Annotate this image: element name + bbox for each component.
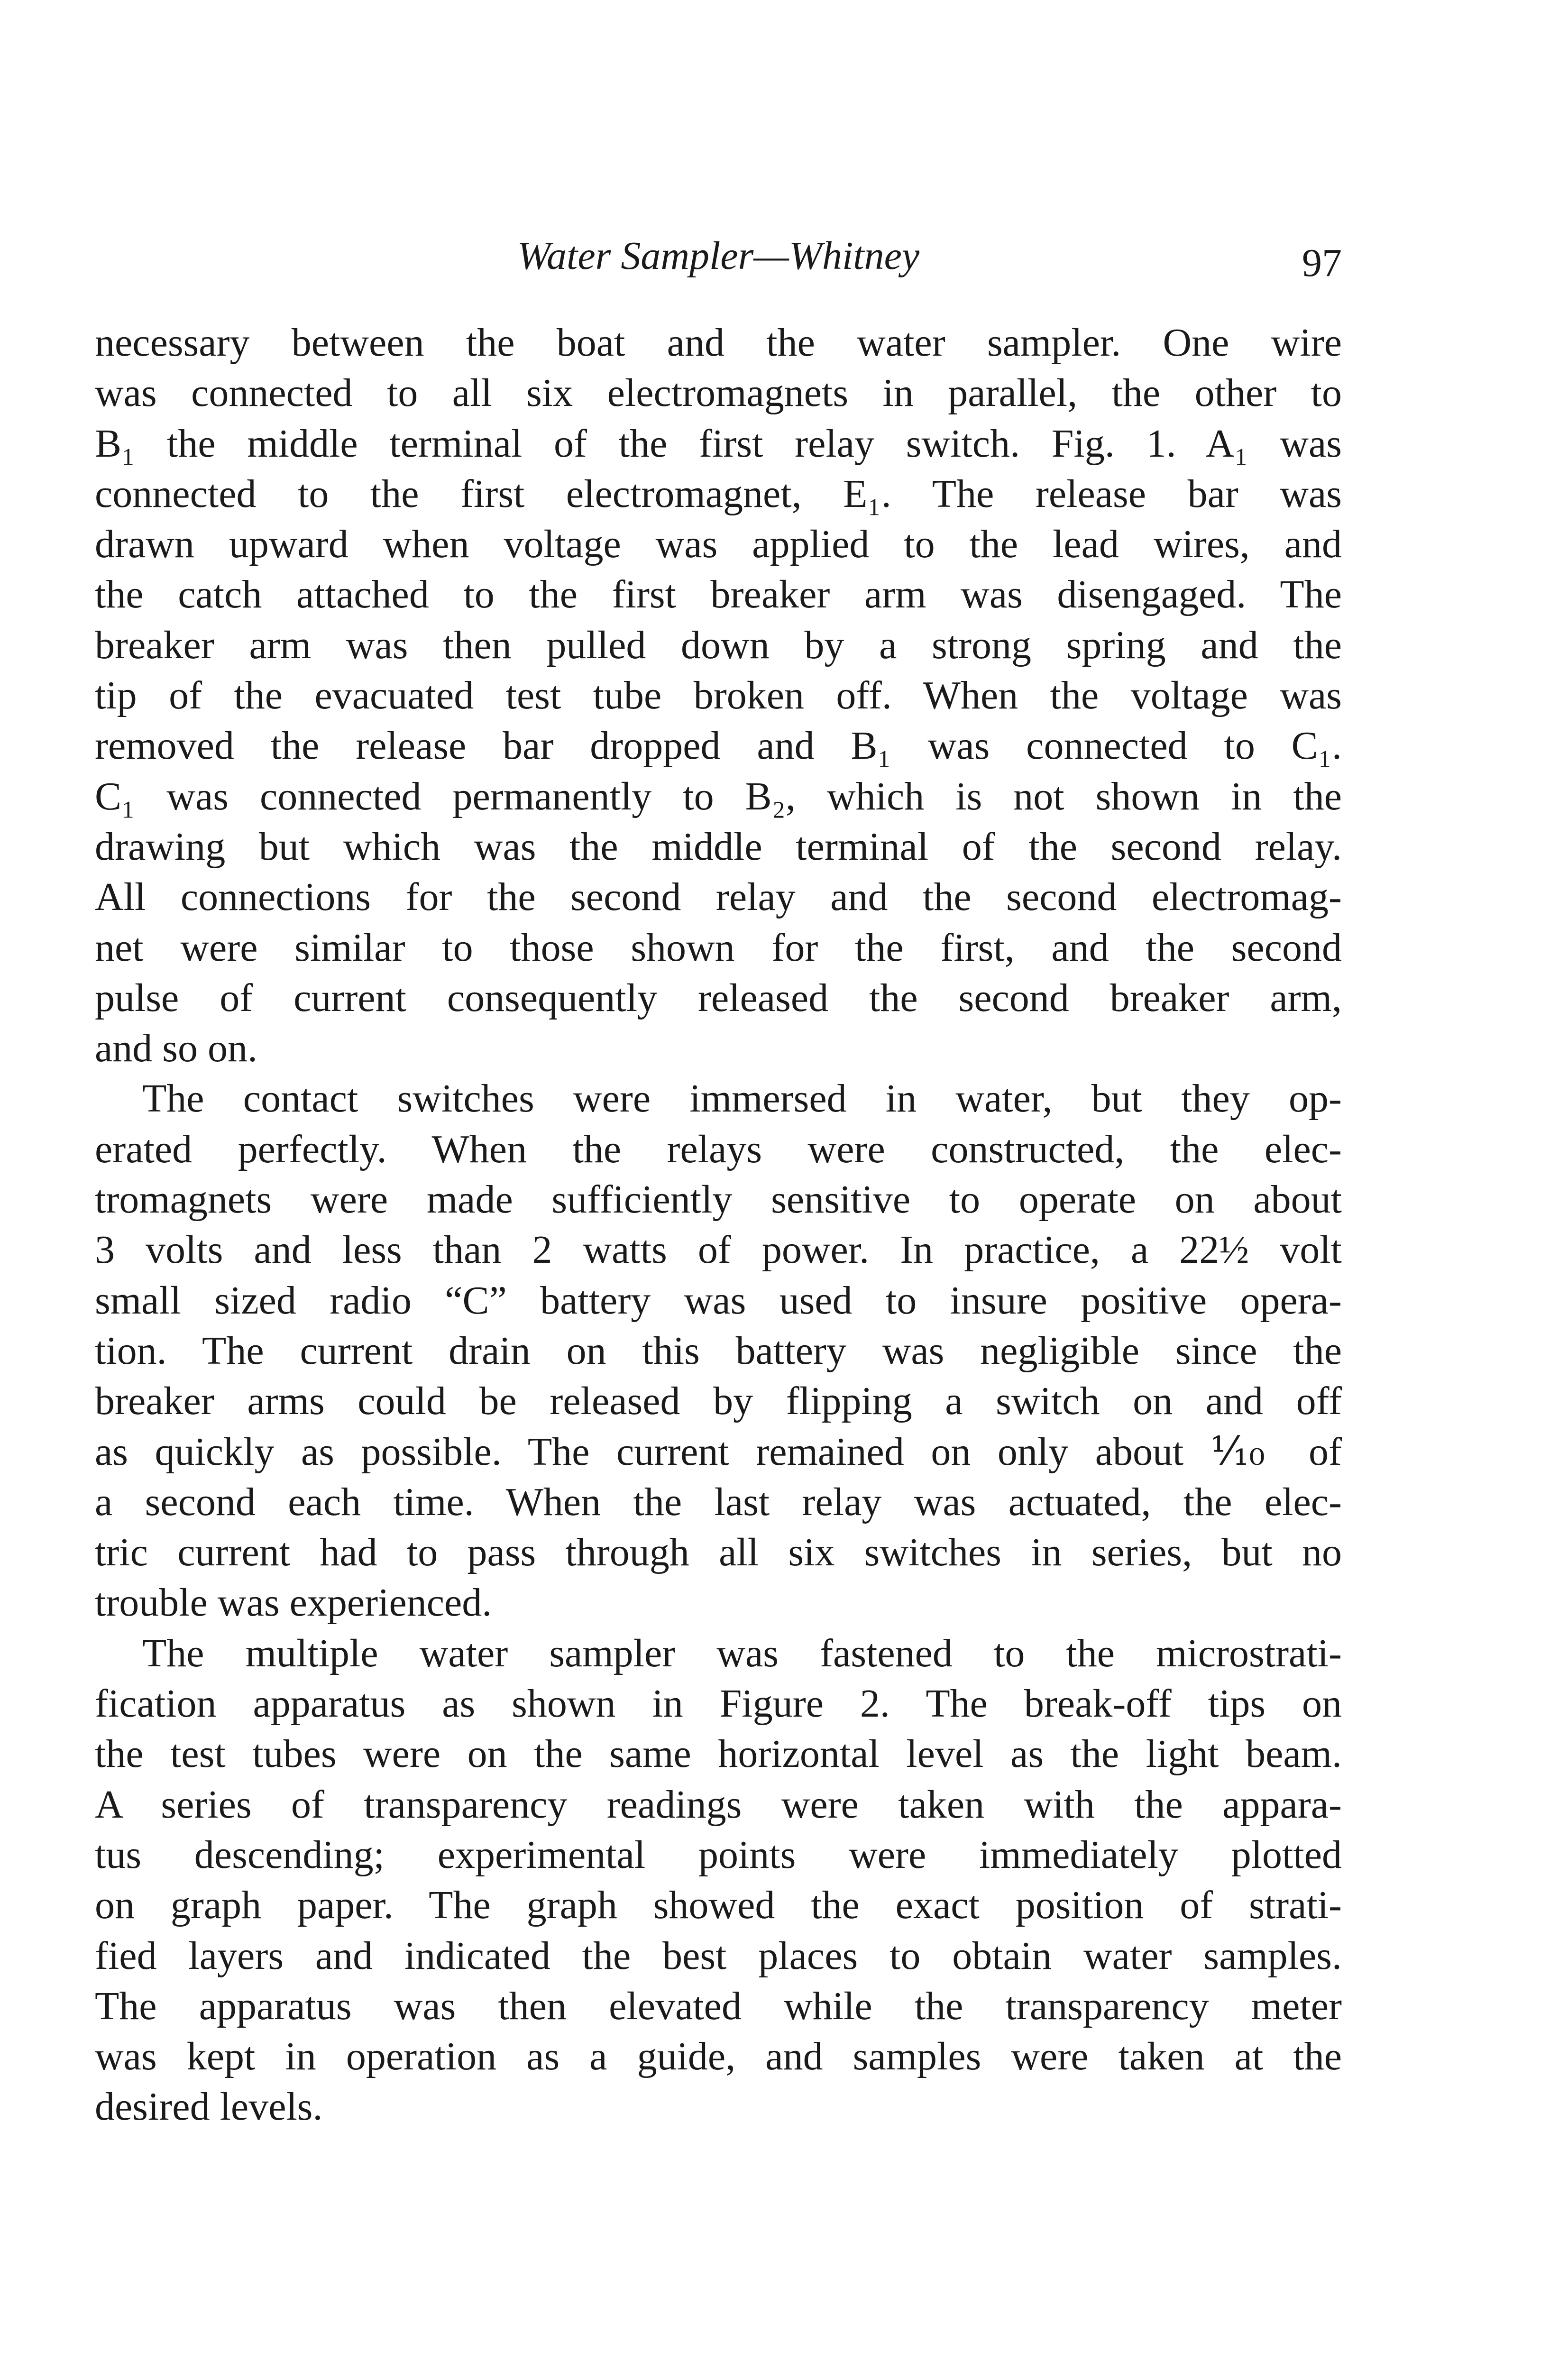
text-line: the catch attached to the first breaker arm was disengaged. The (95, 572, 1342, 617)
text-line: tric current had to pass through all six switches in series, but no (95, 1530, 1342, 1575)
text-line: pulse of current consequently released the second breaker arm, (95, 975, 1342, 1020)
text-line: fication apparatus as shown in Figure 2. The break-off tips on (95, 1682, 1342, 1726)
text-line: A series of transparency readings were taken with the appara- (95, 1782, 1342, 1827)
text-line: tip of the evacuated test tube broken off. When the voltage was (95, 673, 1342, 718)
text-line: was kept in operation as a guide, and samples were taken at the (95, 2034, 1342, 2079)
text-line: drawing but which was the middle terminal of the second relay. (95, 824, 1342, 869)
text-line: The contact switches were immersed in water, but they op- (142, 1076, 1342, 1121)
text-line: a second each time. When the last relay was actuated, the elec- (95, 1480, 1342, 1524)
running-title: Water Sampler—Whitney (517, 234, 920, 278)
text-line: on graph paper. The graph showed the exact position of strati- (95, 1883, 1342, 1928)
text-line: The apparatus was then elevated while the transparency meter (95, 1984, 1342, 2028)
page-number: 97 (1302, 241, 1342, 285)
text-line: 3 volts and less than 2 watts of power. In practice, a 22½ volt (95, 1228, 1342, 1272)
text-line: necessary between the boat and the water sampler. One wire (95, 321, 1342, 365)
text-line: tion. The current drain on this battery was negligible since the (95, 1328, 1342, 1373)
text-line: desired levels. (95, 2085, 323, 2129)
text-line: drawn upward when voltage was applied to the lead wires, and (95, 522, 1342, 567)
text-line: trouble was experienced. (95, 1581, 492, 1625)
text-line: All connections for the second relay and the second electromag- (95, 875, 1342, 919)
text-line: breaker arm was then pulled down by a strong spring and the (95, 623, 1342, 667)
text-line: as quickly as possible. The current remained on only about ⅒ of (95, 1429, 1342, 1474)
text-line: B₁ the middle terminal of the first relay switch. Fig. 1. A₁ was (95, 421, 1342, 466)
text-line: connected to the first electromagnet, E₁. The release bar was (95, 471, 1342, 516)
text-line: erated perfectly. When the relays were constructed, the elec- (95, 1127, 1342, 1171)
text-line: net were similar to those shown for the first, and the second (95, 925, 1342, 970)
text-line: and so on. (95, 1026, 257, 1071)
body-text (95, 318, 1342, 2132)
text-line: was connected to all six electromagnets in parallel, the other to (95, 371, 1342, 415)
text-line: C₁ was connected permanently to B₂, which is not shown in the (95, 774, 1342, 818)
text-line: The multiple water sampler was fastened to the microstrati- (142, 1631, 1342, 1675)
text-line: tus descending; experimental points were immediately plotted (95, 1832, 1342, 1877)
text-line: the test tubes were on the same horizontal level as the light beam. (95, 1732, 1342, 1776)
text-line: small sized radio “C” battery was used to insure positive opera- (95, 1278, 1342, 1323)
text-line: removed the release bar dropped and B₁ was connected to C₁. (95, 724, 1342, 768)
text-line: fied layers and indicated the best places to obtain water samples. (95, 1933, 1342, 1978)
running-head (95, 223, 1342, 289)
text-line: breaker arms could be released by flipping a switch on and off (95, 1379, 1342, 1424)
text-line: tromagnets were made sufficiently sensitive to operate on about (95, 1177, 1342, 1222)
